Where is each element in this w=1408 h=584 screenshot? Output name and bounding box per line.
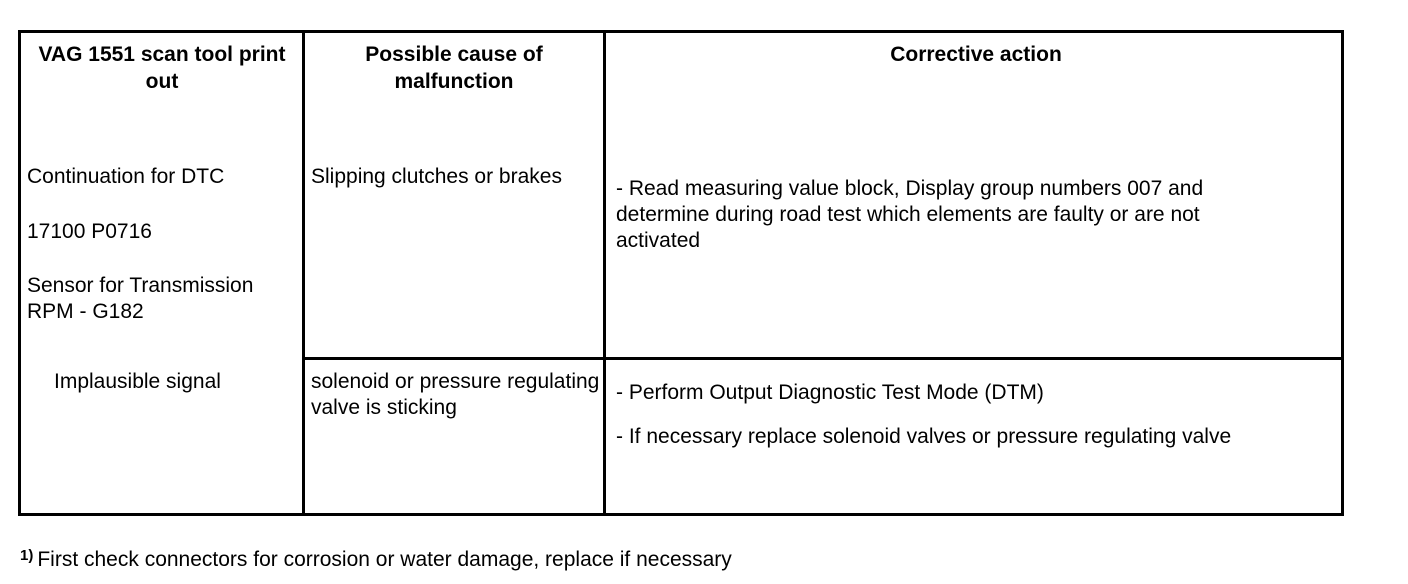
diagnostic-table [18, 30, 1344, 516]
action-row-2-step-2: - If necessary replace solenoid valves or pressure regulating valve [616, 425, 1232, 448]
header-scan-tool-printout: VAG 1551 scan tool print out [38, 43, 286, 93]
sensor-name: Sensor for Transmission RPM - G182 [27, 274, 254, 323]
column-divider-1 [302, 33, 305, 513]
dtc-code: 17100 P0716 [27, 220, 152, 243]
cause-row-1: Slipping clutches or brakes [311, 165, 562, 188]
footnote [20, 546, 732, 576]
header-possible-cause: Possible cause of malfunction [365, 43, 543, 93]
fault-type: Implausible signal [54, 370, 221, 393]
header-corrective-action: Corrective action [890, 43, 1062, 66]
column-divider-2 [603, 33, 606, 513]
action-row-2-step-1: - Perform Output Diagnostic Test Mode (DTM) [616, 381, 1044, 404]
dtc-continuation-label: Continuation for DTC [27, 165, 225, 188]
action-row-1: - Read measuring value block, Display group numbers 007 and determine during road test which elements are faulty or are not activated [616, 177, 1204, 252]
cause-row-2: solenoid or pressure regulating valve is sticking [311, 370, 600, 419]
footnote-text: First check connectors for corrosion or water damage, replace if necessary [37, 548, 732, 571]
row-divider [302, 357, 1341, 360]
footnote-marker: 1) [20, 547, 34, 564]
